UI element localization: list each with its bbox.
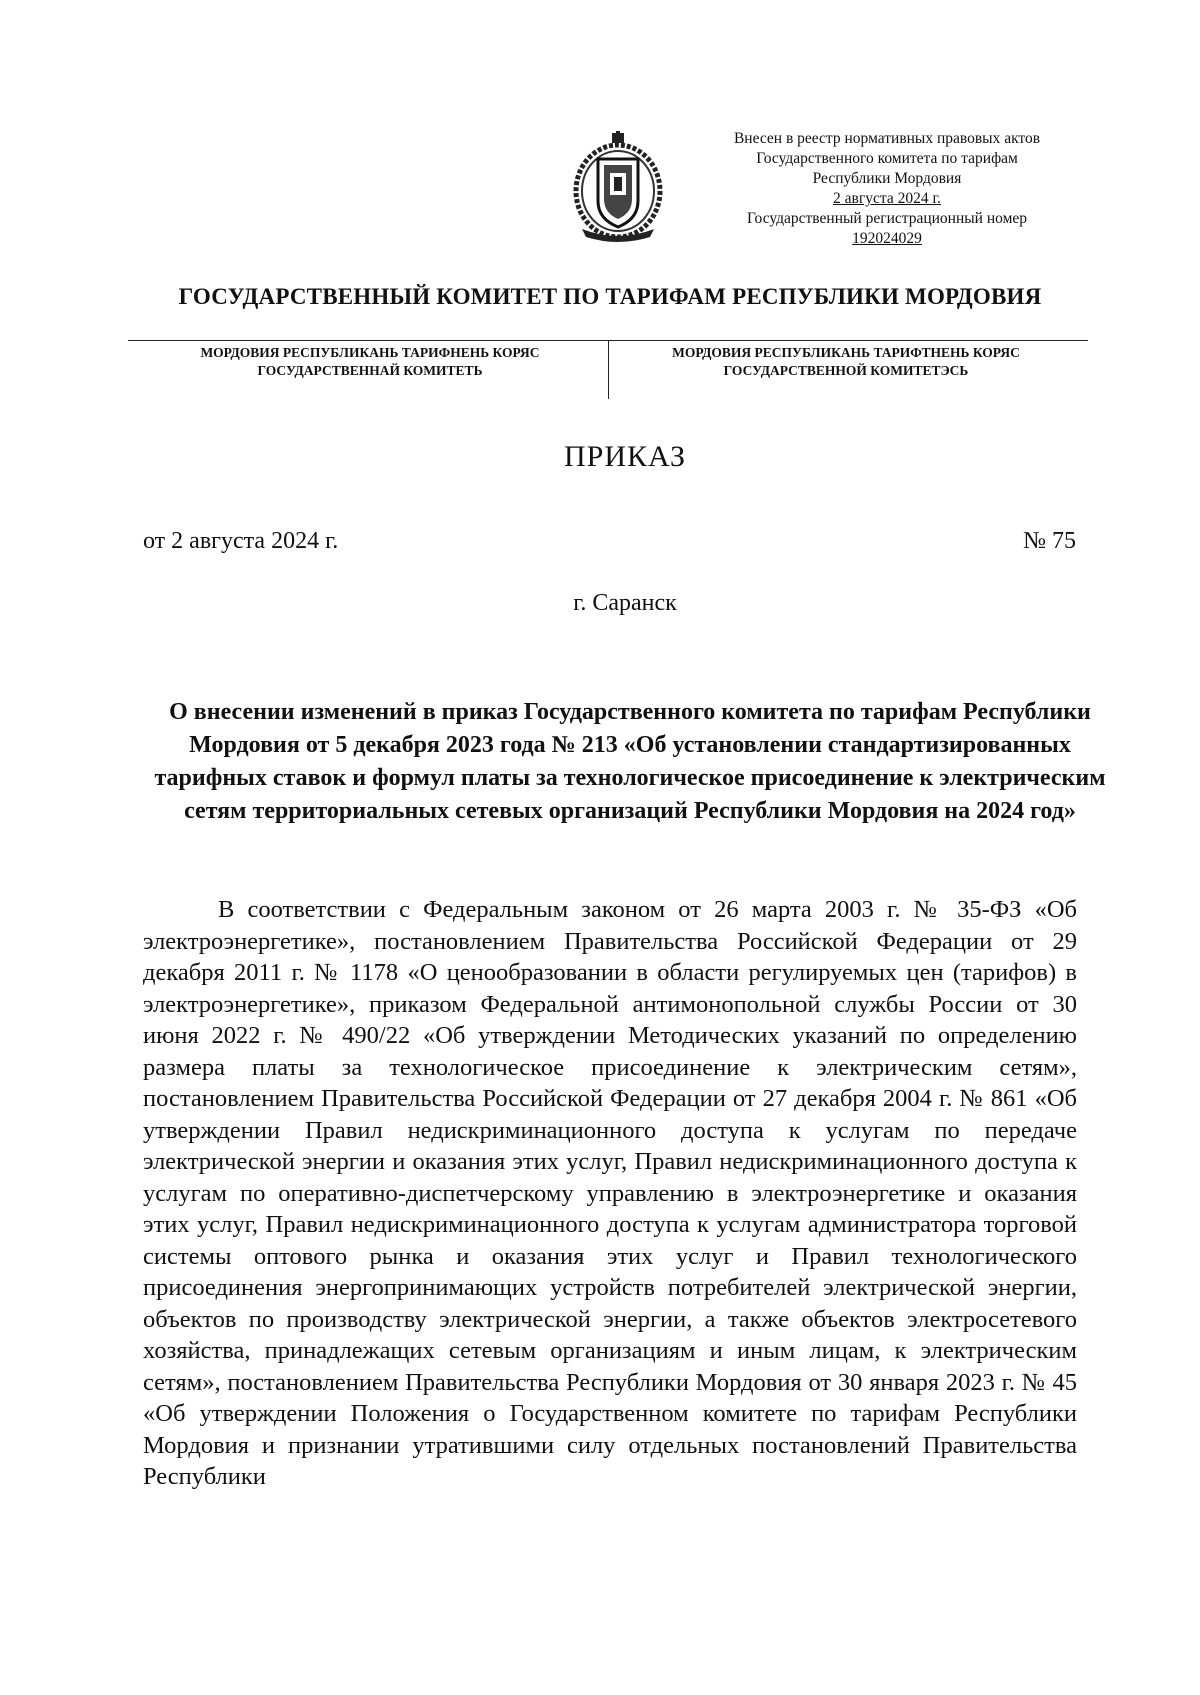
registry-number: 192024029 bbox=[852, 230, 922, 247]
document-type: ПРИКАЗ bbox=[564, 440, 686, 473]
registry-line: Внесен в реестр нормативных правовых актов bbox=[733, 130, 1041, 147]
coat-of-arms-emblem-icon bbox=[572, 131, 664, 245]
document-city: г. Саранск bbox=[573, 590, 677, 616]
document-number: № 75 bbox=[1023, 528, 1076, 554]
registry-line: Государственного комитета по тарифам bbox=[756, 150, 1018, 167]
registry-note bbox=[704, 129, 1070, 249]
registry-date: 2 августа 2024 г. bbox=[833, 190, 941, 207]
registry-line: Государственный регистрационный номер bbox=[746, 210, 1028, 227]
header-vertical-divider bbox=[608, 341, 609, 399]
committee-name-line: ГОСУДАРСТВЕННАЙ КОМИТЕТЬ bbox=[257, 363, 483, 378]
document-date: от 2 августа 2024 г. bbox=[143, 528, 339, 554]
committee-name-line: ГОСУДАРСТВЕННОЙ КОМИТЕТЭСЬ bbox=[723, 363, 969, 378]
committee-name-erzya bbox=[616, 344, 1076, 380]
committee-name-moksha bbox=[140, 344, 600, 380]
committee-name-line: МОРДОВИЯ РЕСПУБЛИКАНЬ ТАРИФТНЕНЬ КОРЯС bbox=[672, 345, 1020, 360]
committee-name: ГОСУДАРСТВЕННЫЙ КОМИТЕТ ПО ТАРИФАМ РЕСПУБЛИКИ МОРДОВИЯ bbox=[178, 284, 1042, 309]
document-body-paragraph: В соответствии с Федеральным законом от 26 марта 2003 г. № 35-ФЗ «Об электроэнергетике», постановлением Правительства Российской Федерации от 29 декабря 2011 г. № 1178 «О ценообразовании в области регулируемых цен (тарифов) в электроэнергетике», приказом Федеральной антимонопольной службы России от 30 июня 2022 г. № 490/22 «Об утверждении Методических указаний по определению размера платы за технологическое присоединение к электрическим сетям», постановлением Правительства Российской Федерации от 27 декабря 2004 г. № 861 «Об утверждении Правил недискриминационного доступа к услугам по передаче электрической энергии и оказания этих услуг, Правил недискриминационного доступа к услугам по оперативно-диспетчерскому управлению в электроэнергетике и оказания этих услуг, Правил недискриминационного доступа к услугам администратора торговой системы оптового рынка и оказания этих услуг и Правил технологического присоединения энергопринимающих устройств потребителей электрической энергии, объектов по производству электрической энергии, а также объектов электросетевого хозяйства, принадлежащих сетевым организациям и иным лицам, к электрическим сетям», постановлением Правительства Республики Мордовия от 30 января 2023 г. № 45 «Об утверждении Положения о Государственном комитете по тарифам Республики Мордовия и признании утратившими силу отдельных постановлений Правительства Республики bbox=[143, 896, 1077, 1490]
committee-name-line: МОРДОВИЯ РЕСПУБЛИКАНЬ ТАРИФНЕНЬ КОРЯС bbox=[200, 345, 540, 360]
document-title: О внесении изменений в приказ Государственного комитета по тарифам Республики Мордовия от 5 декабря 2023 года № 213 «Об установлении стандартизированных тарифных ставок и формул платы за технологическое присоединение к электрическим сетям территориальных сетевых организаций Республики Мордовия на 2024 год» bbox=[154, 699, 1106, 824]
registry-line: Республики Мордовия bbox=[812, 170, 962, 187]
